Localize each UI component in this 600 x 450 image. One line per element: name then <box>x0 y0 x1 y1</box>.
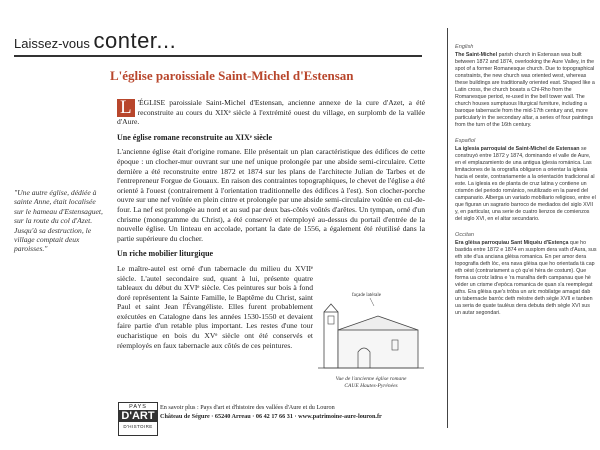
section-heading-2: Un riche mobilier liturgique <box>117 249 214 259</box>
caption-line-1: Vue de l'ancienne église romane <box>335 376 407 382</box>
dropcap-letter: L <box>117 99 135 117</box>
footer <box>108 402 428 434</box>
intro-paragraph <box>117 98 425 127</box>
footer-info <box>160 404 428 421</box>
lang-espanol: Español <box>455 138 476 144</box>
church-sketch <box>318 286 424 374</box>
occitan-text: Era glèisa parroquiau Sant Miquèu d'Estença que ho bastida entre 1872 e 1874 en susplom dera vath d'Aura, sus eth site d'ua anciana glèisa romanica. En per amor dera topografia deth lòc, era nava glèisa que ho orientada tà cap eth oèst (contrariament a çò qu'ei hèra de costum). Que forma ua crotz latina e 'ra muralha deth campanau que hè véder un crisme d'epòca romanica de quan s'a reemplegat aths. Era glèisa que's tròba un aric mobilatge amagat dab un tabernacle barròc deth mèstre deth sègle XVII e tanben ua seria de quate taulèus dera debuta deth sègle XVI sus un autar segondari. <box>455 240 597 316</box>
section-paragraph-1: L'ancienne église était d'origine romane. Elle présentait un plan caractéristique des édifices de cette époque : un clocher-mur ouvrant sur une nef unique prolongée par une abside semi-circulaire. Cette dernière a été reconstruite entre 1872 et 1874 sur les plans de l'architecte Julian de Tarbes et de l'entrepreneur Forgue de Gouaux. En raison des contraintes topographiques, le chevet de l'église a été orienté à l'ouest (contrairement à l'orientation traditionnelle des édifices à l'est). Son clocher-porche ouvre sur une nef voûtée en plein cintre et prolongée par une abside semi-circulaire voûtée en cul-de-four. La nef est prolongée au nord et au sud par deux bas-côtés voûtés d'arêtes. Un tympan, orné d'un chrisme (monogramme du Christ), a été conservé et réemployé au-dessus du portail d'entrée de la nouvelle église. Un linteau en accolade, portant la date de 1556, a également été réutilisé dans la partie supérieure du clocher. <box>117 147 425 243</box>
pull-quote: "Une autre église, dédiée à sainte Anne, était localisée sur le hameau d'Estensaguet, sur la route du col d'Azet. Jusqu'à sa destruction, le village comptait deux paroisses." <box>14 188 103 254</box>
section-paragraph-2: Le maître-autel est orné d'un tabernacle du milieu du XVIIᵉ siècle. L'autel secondaire sud, quant à lui, présente quatre tableaux du début du XVIᵉ siècle. Ces peintures sur bois à fond doré représentent la Sainte Famille, le Baptême du Christ, saint Paul et saint Jean l'Évangéliste. Elles furent probablement exécutées en Catalogne dans les années 1530-1550 et devaient faire partie d'un retable plus important. Les restes d'une tour eucharistique en bois du XVᵉ siècle ont été conservés et réemployés en faux tabernacle aux côtés de ces peintures. <box>117 263 313 350</box>
sketch-label: façade latérale <box>352 293 382 298</box>
lang-occitan: Occitan <box>455 232 474 238</box>
translations-column <box>455 44 597 326</box>
section-heading-1: Une église romane reconstruite au XIXᵉ siècle <box>117 132 273 142</box>
footer-line-1: En savoir plus : Pays d'art et d'histoire des vallées d'Aure et du Louron <box>160 404 335 411</box>
caption-line-2: CAUE Hautes-Pyrénées <box>344 383 398 389</box>
sketch-caption <box>316 376 426 390</box>
english-text: The Saint-Michel parish church in Estensan was built between 1872 and 1874, overlooking the Aure Valley, in the spot of a former Romanesque church. Due to topographical constraints, the new church was oriented west, whereas these buildings are traditionally oriented east. Shaped like a Latin cross, the church boasts a Chi-Rho from the Romanesque period, re-used in the bell tower wall. The church houses sumptuous liturgical furniture, including a baroque tabernacle from the mid-17th century and, more particularly in the secondary altar, a series of four paintings from the turn of the 16th century. <box>455 52 595 128</box>
header-conter: conter... <box>93 28 177 53</box>
footer-line-2: Château de Ségure · 65240 Arreau · 06 42 17 66 31 · www.patrimoine-aure-louron.fr <box>160 412 382 420</box>
pays-art-histoire-logo: PAYS D'ART D'HISTOIRE <box>118 402 158 436</box>
series-header <box>14 28 422 54</box>
article-title: L'église paroissiale Saint-Michel d'Estensan <box>110 68 354 83</box>
intro-text: 'ÉGLISE paroissiale Saint-Michel d'Estensan, ancienne annexe de la cure d'Azet, a été reconstruite au cours du XIXᵉ siècle à l'extrémité ouest du village, en surplomb de la vallée d'Aure. <box>117 98 425 127</box>
column-divider <box>447 28 448 428</box>
header-prefix: Laissez-vous <box>14 36 94 51</box>
espanol-text: La iglesia parroquial de Saint-Michel de Estensan se construyó entre 1872 y 1874, dominando el valle de Aure, en el emplazamiento de una antigua iglesia románica. Las limitaciones de la orografía obligaron a orientar la iglesia hacia el oeste, contrariamente a la orientación tradicional al este. La iglesia es de planta de cruz latina y contiene un crismón del periodo románico, reutilizado en la pared del campanario. Alberga un variado mobiliario religioso, entre el que figuran un sagrario barroco de mediados del siglo XVII y, en particular, una serie de cuatro lienzos de comienzos del siglo XVI, en el altar secundario. <box>455 146 596 222</box>
lang-english: English <box>455 44 474 50</box>
header-rule-line <box>14 55 422 57</box>
